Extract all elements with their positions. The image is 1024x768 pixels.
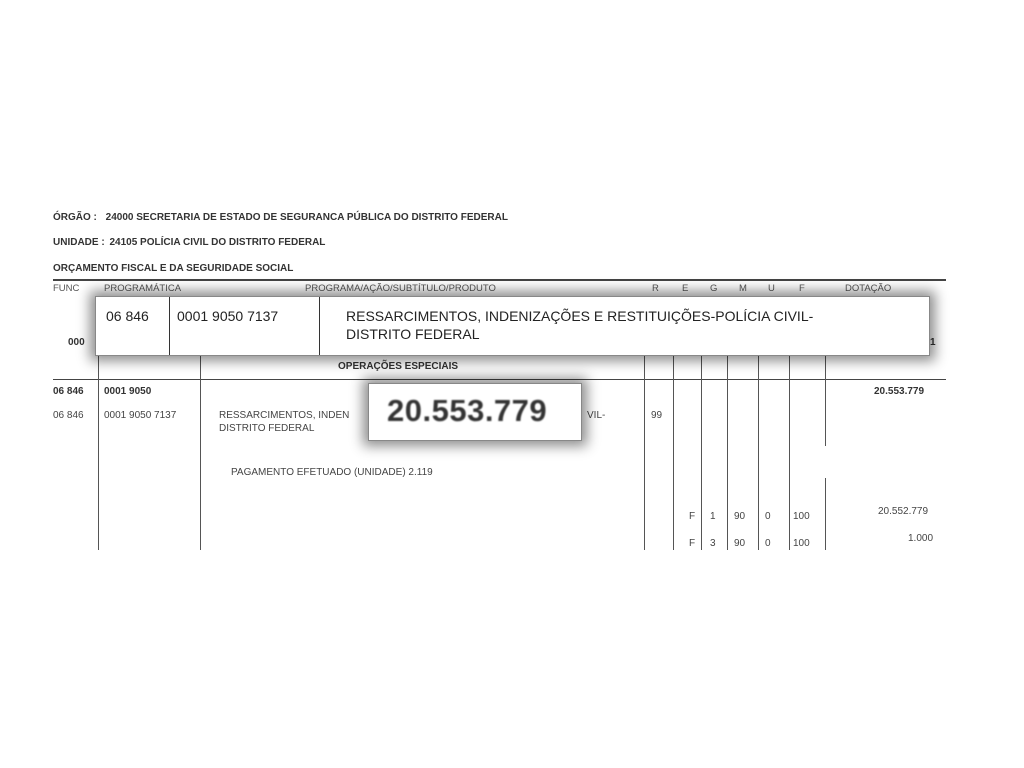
col-dotacao: DOTAÇÃO xyxy=(845,283,892,294)
col-func: FUNC xyxy=(53,283,80,294)
alloc-1-g: 3 xyxy=(710,538,716,549)
magnified-value-callout xyxy=(368,383,582,441)
alloc-0-value: 20.552.779 xyxy=(878,506,929,517)
alloc-1-e: F xyxy=(689,538,696,549)
callout-func: 06 846 xyxy=(106,308,149,324)
callout-description-line1: RESSARCIMENTOS, INDENIZAÇÕES E RESTITUIÇÕES-POLÍCIA CIVIL- xyxy=(346,308,814,324)
orcamento-title: ORÇAMENTO FISCAL E DA SEGURIDADE SOCIAL xyxy=(53,263,294,274)
callout-programatica: 0001 9050 7137 xyxy=(177,308,279,324)
col-e: E xyxy=(682,283,689,294)
orgao-line xyxy=(53,212,508,223)
magnified-row-callout xyxy=(95,296,930,356)
detail-description-line1: RESSARCIMENTOS, INDEN xyxy=(219,410,350,421)
col-programa: PROGRAMA/AÇÃO/SUBTÍTULO/PRODUTO xyxy=(305,283,496,294)
alloc-0-u: 0 xyxy=(765,511,771,522)
detail-programatica: 0001 9050 7137 xyxy=(104,410,177,421)
col-divider-m xyxy=(758,356,759,550)
alloc-0-m: 90 xyxy=(734,511,746,522)
col-divider-programatica xyxy=(200,356,201,550)
partial-right-cell: 1 xyxy=(930,337,936,348)
unidade-label: UNIDADE : xyxy=(53,237,105,248)
magnified-value: 20.553.779 xyxy=(387,393,548,428)
alloc-1-u: 0 xyxy=(765,538,771,549)
section-title: OPERAÇÕES ESPECIAIS xyxy=(338,361,459,372)
col-m: M xyxy=(739,283,747,294)
col-divider-programa xyxy=(644,356,645,550)
detail-func: 06 846 xyxy=(53,410,84,421)
col-divider-r xyxy=(673,356,674,550)
col-divider-g xyxy=(727,356,728,550)
orgao-label: ÓRGÃO : xyxy=(53,212,97,223)
detail-description-line1-end: VIL- xyxy=(587,410,606,421)
alloc-0-g: 1 xyxy=(710,511,716,522)
col-divider-e xyxy=(701,356,702,550)
unidade-value: 24105 POLÍCIA CIVIL DO DISTRITO FEDERAL xyxy=(109,237,326,248)
detail-r: 99 xyxy=(651,410,663,421)
alloc-1-f: 100 xyxy=(793,538,810,549)
summary-func: 06 846 xyxy=(53,386,84,397)
col-u: U xyxy=(768,283,775,294)
table-top-border xyxy=(53,279,946,281)
col-g: G xyxy=(710,283,718,294)
col-divider-f-upper xyxy=(825,356,826,446)
col-divider-func xyxy=(98,356,99,550)
partial-left-cell: 000 xyxy=(68,337,85,348)
col-divider-f-lower xyxy=(825,478,826,550)
detail-description-line2: DISTRITO FEDERAL xyxy=(219,423,315,434)
orgao-value: 24000 SECRETARIA DE ESTADO DE SEGURANCA PÚBLICA DO DISTRITO FEDERAL xyxy=(105,212,508,223)
callout-description-line2: DISTRITO FEDERAL xyxy=(346,326,480,342)
col-r: R xyxy=(652,283,659,294)
section-divider xyxy=(53,379,946,380)
alloc-1-value: 1.000 xyxy=(908,533,934,544)
detail-product: PAGAMENTO EFETUADO (UNIDADE) 2.119 xyxy=(231,467,433,478)
callout-divider-1 xyxy=(169,297,170,355)
col-divider-u xyxy=(789,356,790,550)
summary-programatica: 0001 9050 xyxy=(104,386,152,397)
callout-divider-2 xyxy=(319,297,320,355)
unidade-line xyxy=(53,237,325,248)
alloc-0-f: 100 xyxy=(793,511,810,522)
alloc-0-e: F xyxy=(689,511,696,522)
summary-dotacao: 20.553.779 xyxy=(874,386,925,397)
col-f: F xyxy=(799,283,805,294)
col-programatica: PROGRAMÁTICA xyxy=(104,283,182,294)
alloc-1-m: 90 xyxy=(734,538,746,549)
